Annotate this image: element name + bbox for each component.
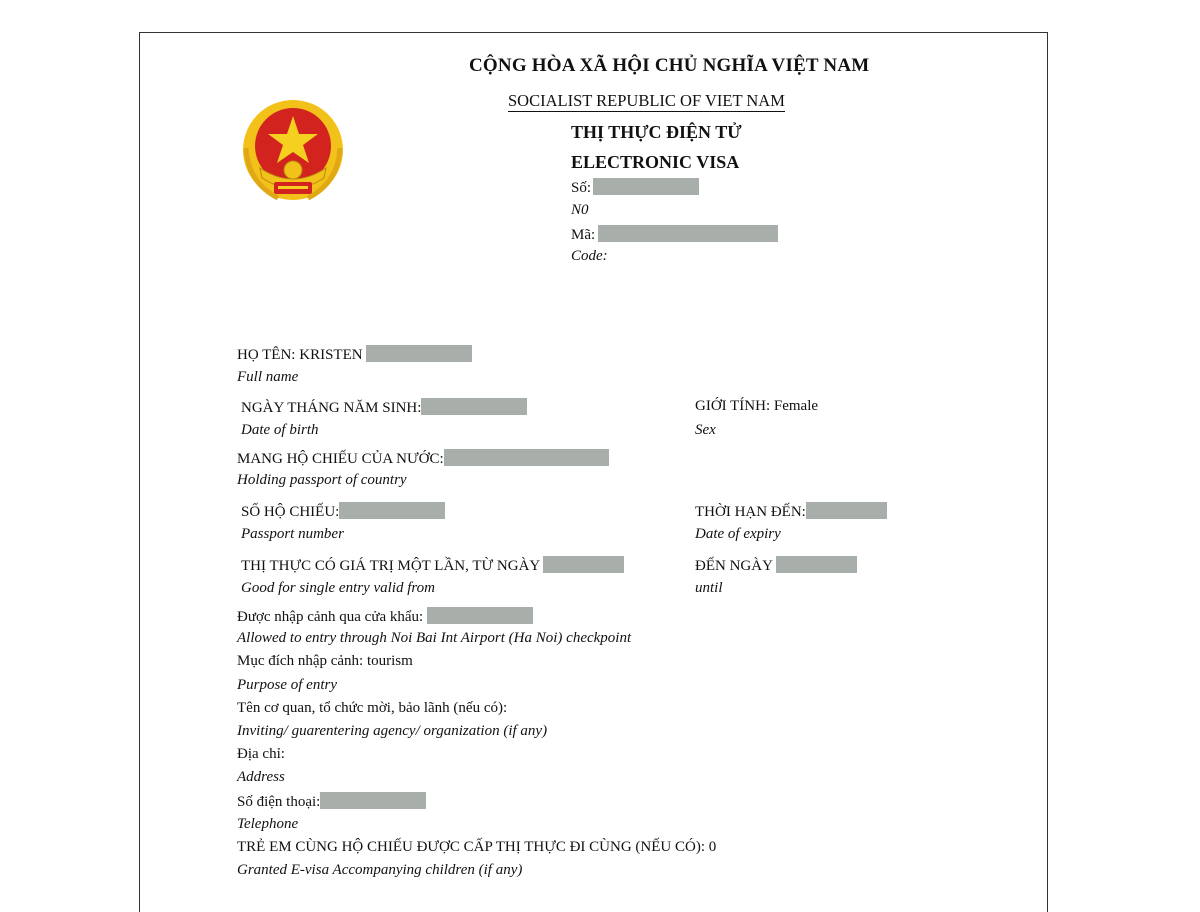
redacted-valid-from (543, 556, 624, 573)
expiry-row (695, 502, 887, 521)
phone-label: Số điện thoại: (237, 794, 321, 810)
children-label: TRẺ EM CÙNG HỘ CHIẾU ĐƯỢC CẤP THỊ THỰC ĐI CÙNG (NẾU CÓ): 0 (237, 839, 717, 855)
checkpoint-label: Được nhập cảnh qua cửa khẩu: (237, 609, 424, 625)
number-row (571, 178, 699, 197)
passport-number-en: Passport number (241, 526, 344, 542)
address-label: Địa chỉ: (237, 746, 285, 762)
valid-from-row (241, 556, 624, 575)
checkpoint-row (237, 607, 533, 626)
passport-country-en: Holding passport of country (237, 472, 407, 488)
number-label-en: N0 (571, 202, 589, 218)
code-row (571, 225, 778, 244)
agency-label: Tên cơ quan, tổ chức mời, bảo lãnh (nếu có): (237, 700, 508, 716)
passport-country-label: MANG HỘ CHIẾU CỦA NƯỚC: (237, 451, 444, 467)
passport-number-label: SỐ HỘ CHIẾU: (241, 504, 340, 520)
sex-label: GIỚI TÍNH: (695, 398, 771, 414)
until-label: ĐẾN NGÀY (695, 558, 773, 574)
checkpoint-en: Allowed to entry through Noi Bai Int Airport (Ha Noi) checkpoint (237, 630, 632, 646)
redacted-passport-number (339, 502, 445, 519)
country-name-en: SOCIALIST REPUBLIC OF VIET NAM (508, 91, 785, 110)
expiry-en: Date of expiry (695, 526, 781, 542)
full-name-en: Full name (237, 369, 299, 385)
purpose-en: Purpose of entry (237, 677, 337, 693)
title-vn: THỊ THỰC ĐIỆN TỬ (571, 122, 742, 142)
country-name-vn: CỘNG HÒA XÃ HỘI CHỦ NGHĨA VIỆT NAM (469, 55, 870, 76)
sex-row (695, 398, 818, 415)
passport-country-row (237, 449, 609, 468)
number-label: Số: (571, 180, 592, 196)
code-label-en: Code: (571, 248, 608, 264)
valid-from-label: THỊ THỰC CÓ GIÁ TRỊ MỘT LẦN, TỪ NGÀY (241, 558, 540, 574)
full-name-row (237, 345, 472, 364)
purpose-label: Mục đích nhập cảnh: tourism (237, 653, 413, 669)
redacted-phone (320, 792, 426, 809)
redacted-code (598, 225, 778, 242)
full-name-value: KRISTEN (299, 347, 363, 363)
phone-en: Telephone (237, 816, 299, 832)
dob-en: Date of birth (241, 422, 319, 438)
agency-en: Inviting/ guarentering agency/ organization (if any) (237, 723, 548, 739)
sex-en: Sex (695, 422, 716, 438)
until-en: until (695, 580, 723, 596)
redacted-until (776, 556, 857, 573)
national-emblem-icon (238, 98, 348, 208)
children-en: Granted E-visa Accompanying children (if any) (237, 862, 523, 878)
redacted-dob (421, 398, 527, 415)
redacted-surname (366, 345, 472, 362)
redacted-country (444, 449, 609, 466)
title-en: ELECTRONIC VISA (571, 152, 740, 172)
phone-row (237, 792, 426, 811)
redacted-number (593, 178, 699, 195)
code-label: Mã: (571, 227, 596, 243)
full-name-label: HỌ TÊN: (237, 347, 296, 363)
expiry-label: THỜI HẠN ĐẾN: (695, 504, 806, 520)
passport-number-row (241, 502, 445, 521)
redacted-expiry (806, 502, 887, 519)
valid-from-en: Good for single entry valid from (241, 580, 436, 596)
address-en: Address (237, 769, 285, 785)
dob-label: NGÀY THÁNG NĂM SINH: (241, 400, 422, 416)
sex-value: Female (773, 398, 819, 414)
until-row (695, 556, 857, 575)
redacted-checkpoint (427, 607, 533, 624)
dob-row (241, 398, 527, 417)
